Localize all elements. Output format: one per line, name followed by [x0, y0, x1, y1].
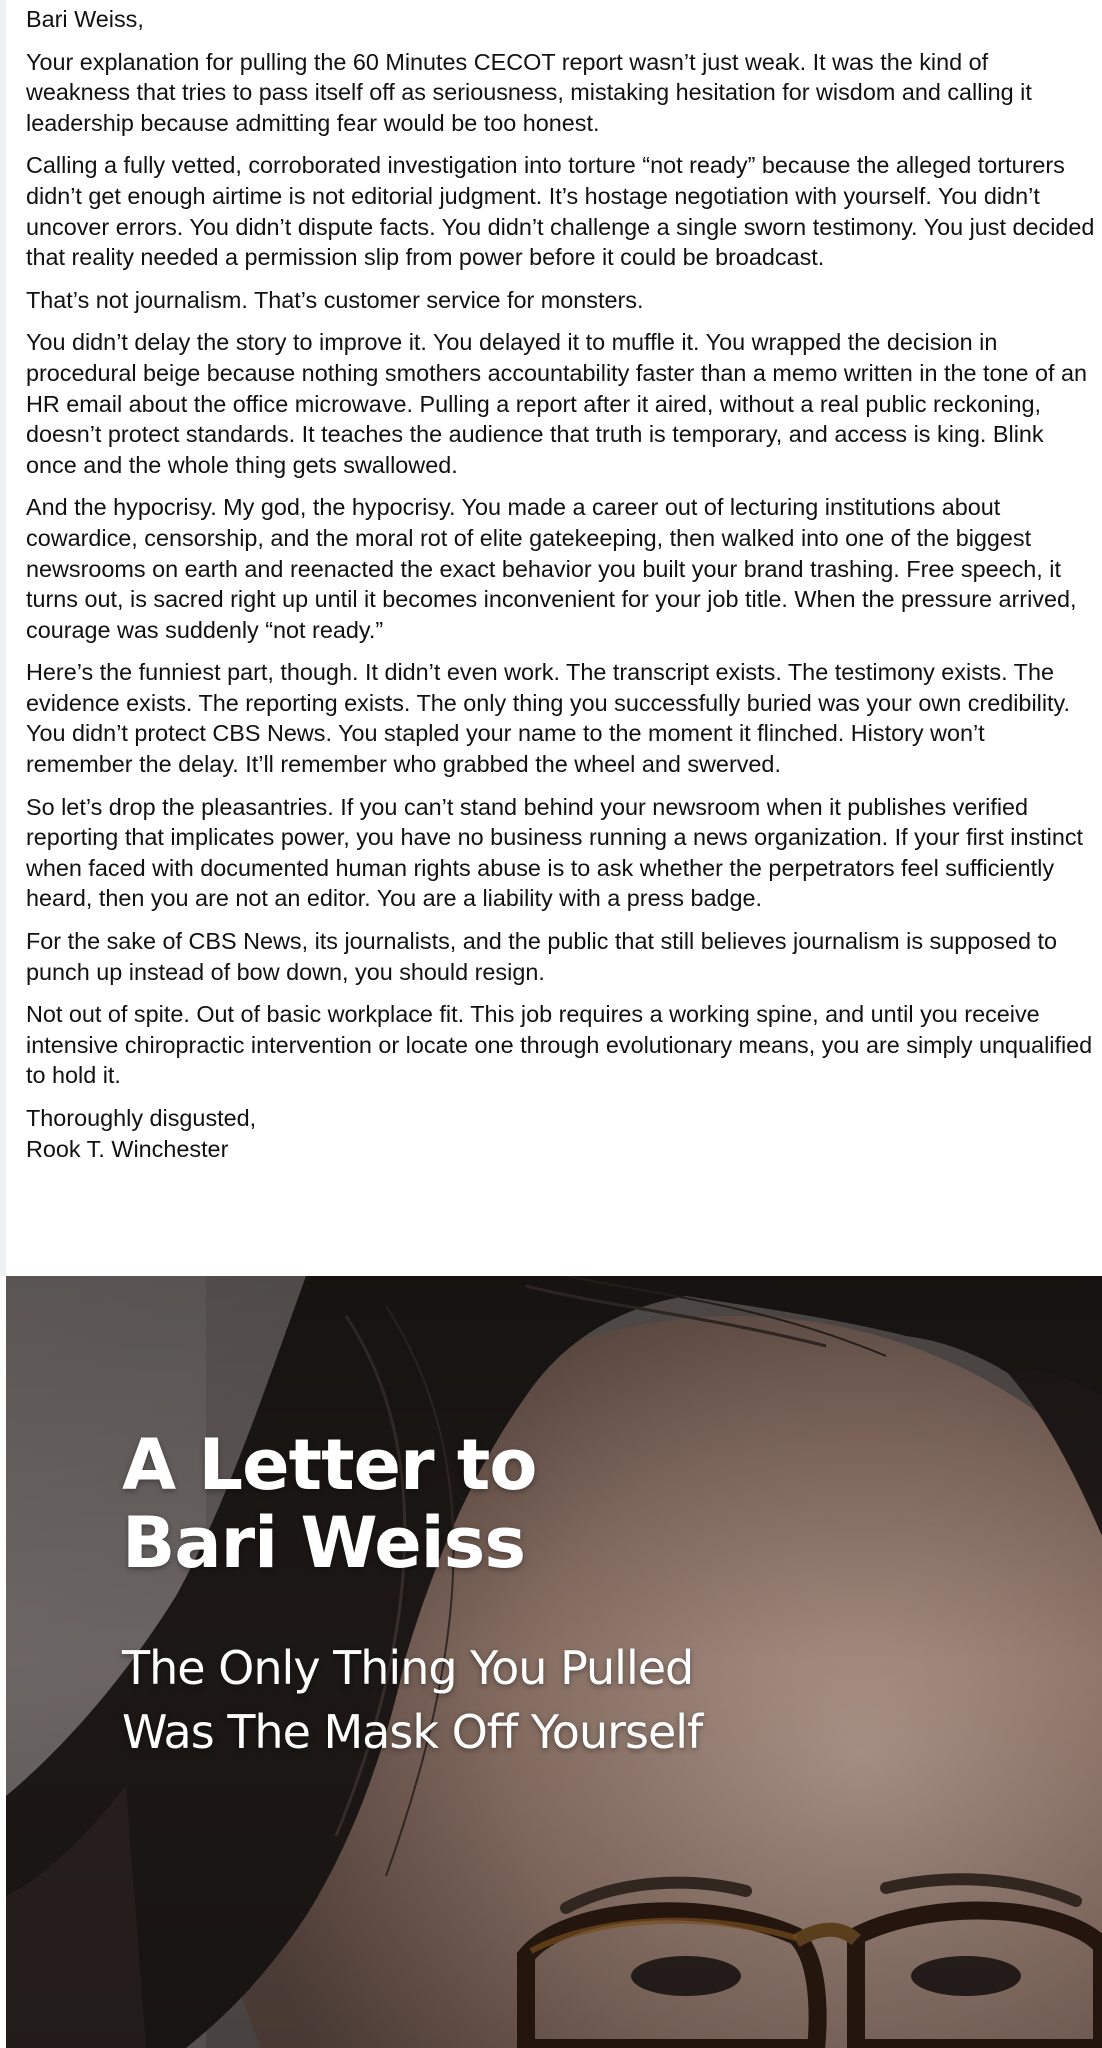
letter-paragraph: Not out of spite. Out of basic workplace fit. This job requires a working spine, and until you receive intensive chiropractic intervention or locate one through evolutionary means, you are simply unqualified to hold it. — [26, 1001, 1093, 1089]
letter-paragraph: Your explanation for pulling the 60 Minutes CECOT report wasn’t just weak. It was the kind of weakness that tries to pass itself off as seriousness, mistaking hesitation for wisdom and calling it leadership because admitting fear would be too honest. — [26, 48, 1032, 136]
letter-signature: Rook T. Winchester — [26, 1135, 229, 1162]
post-image[interactable] — [6, 1276, 1102, 2048]
letter-closing: Thoroughly disgusted, — [26, 1105, 257, 1131]
image-subheadline — [122, 1636, 1022, 1765]
letter-paragraph: That’s not journalism. That’s customer service for monsters. — [26, 286, 644, 313]
image-subheadline-line: Was The Mask Off Yourself — [122, 1705, 703, 1760]
left-divider — [0, 0, 6, 1276]
letter-paragraph: And the hypocrisy. My god, the hypocrisy. You made a career out of lecturing institutions about cowardice, censorship, and the moral rot of elite gatekeeping, then walked into one of the biggest newsrooms on earth and reenacted the exact behavior you built your brand trashing. Free speech, it turns out, is sacred right up until it becomes inconvenient for your job title. When the pressure arrived, courage was suddenly “not ready.” — [26, 494, 1077, 643]
letter-paragraph: Here’s the funniest part, though. It didn’t even work. The transcript exists. The testimony exists. The evidence exists. The reporting exists. The only thing you successfully buried was your own credibility. You didn’t protect CBS News. You stapled your name to the moment it flinched. History won’t remember the delay. It’ll remember who grabbed the wheel and swerved. — [26, 659, 1070, 778]
image-subheadline-line: The Only Thing You Pulled — [122, 1641, 694, 1695]
image-headline-line: A Letter to — [122, 1424, 537, 1506]
post-body — [26, 4, 1096, 1176]
letter-paragraph: You didn’t delay the story to improve it. You delayed it to muffle it. You wrapped the decision in procedural beige because nothing smothers accountability faster than a memo written in the tone of an HR email about the office microwave. Pulling a report after it aired, without a real public reckoning, doesn’t protect standards. It teaches the audience that truth is temporary, and access is king. Blink once and the whole thing gets swallowed. — [26, 329, 1088, 478]
letter-paragraph: Calling a fully vetted, corroborated investigation into torture “not ready” because the alleged torturers didn’t get enough airtime is not editorial judgment. It’s hostage negotiation with yourself. You didn’t uncover errors. You didn’t dispute facts. You didn’t challenge a single sworn testimony. You just decided that reality needed a permission slip from power before it could be broadcast. — [26, 152, 1095, 271]
letter-signoff — [26, 1103, 1096, 1164]
image-headline-line: Bari Weiss — [122, 1502, 525, 1585]
letter-paragraph: So let’s drop the pleasantries. If you can’t stand behind your newsroom when it publishes verified reporting that implicates power, you have no business running a news organization. If your first instinct when faced with documented human rights abuse is to ask whether the perpetrators feel sufficiently heard, then you are not an editor. You are a liability with a press badge. — [26, 793, 1084, 912]
letter-greeting: Bari Weiss, — [26, 6, 144, 32]
image-headline — [122, 1426, 1022, 1583]
letter-paragraph: For the sake of CBS News, its journalists, and the public that still believes journalism is supposed to punch up instead of bow down, you should resign. — [26, 928, 1057, 985]
